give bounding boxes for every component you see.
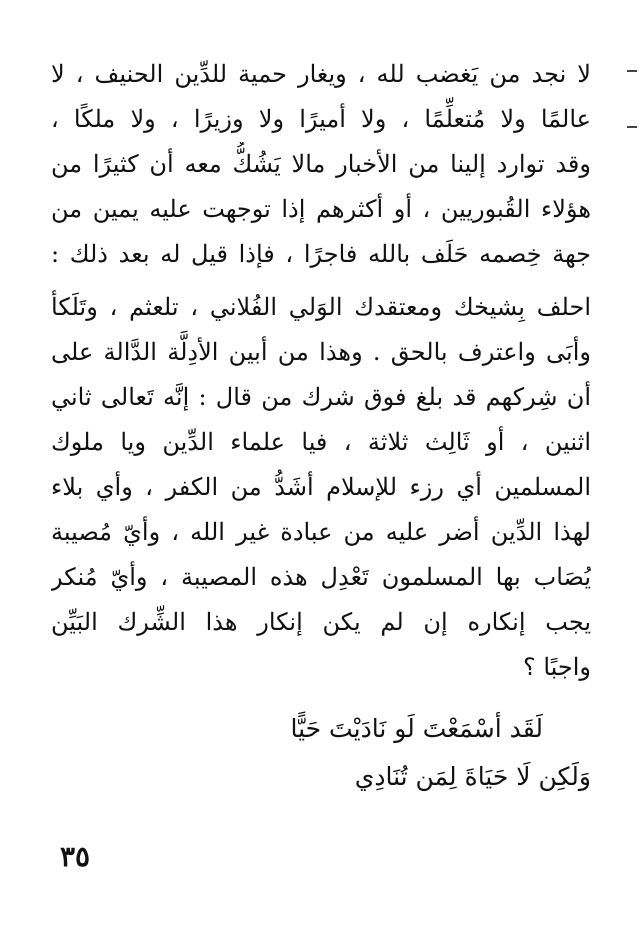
verse-line-1: لَقَد أسْمَعْتَ لَو نَادَيْتَ حَيًّا: [290, 714, 543, 743]
margin-tick: [627, 70, 637, 72]
text-line: يُصَاب بها المسلمون تَعْدِل هذه المصيبة ، وأيّ مُنكر: [51, 563, 591, 591]
text-line: وأبَى واعترف بالحق . وهذا من أبين الأدِلَّة الدَّالة على: [51, 338, 591, 366]
page-number: ٣٥: [60, 840, 91, 873]
text-line: أن شِركهم قد بلغ فوق شرك من قال : إنَّه تَعالى ثاني: [51, 383, 591, 411]
text-line: المسلمين أي رزء للإسلام أشَدُّ من الكفر ، وأي بلاء: [51, 473, 591, 501]
verse-line-2: وَلَكِن لَا حَيَاةَ لِمَن تُنَادِي: [354, 762, 591, 791]
text-line: جهة خِصمه حَلَف بالله فاجرًا ، فإذا قيل له بعد ذلك :: [51, 240, 591, 268]
text-line: لهذا الدِّين أضر عليه من عبادة غير الله ، وأيّ مُصيبة: [51, 518, 591, 546]
text-line: يجب إنكاره إن لم يكن إنكار هذا الشِّرك البَيِّن: [51, 608, 591, 636]
paragraph-1: [51, 52, 591, 277]
paragraph-2: [51, 285, 591, 690]
text-line: هؤلاء القُبوريين ، أو أكثرهم إذا توجهت عليه يمين من: [51, 195, 591, 223]
text-line: عالمًا ولا مُتعلِّمًا ، ولا أميرًا ولا وزيرًا ، ولا ملكًا ،: [51, 105, 591, 133]
margin-tick: [627, 126, 637, 128]
text-line: واجبًا ؟: [522, 653, 591, 681]
text-line: اثنين ، أو ثَالِث ثلاثة ، فيا علماء الدِّين ويا ملوك: [51, 428, 591, 456]
text-line: وقد توارد إلينا من الأخبار مالا يَشُكُّ معه أن كثيرًا من: [51, 150, 591, 178]
text-line: لا نجد من يَغضب لله ، ويغار حمية للدِّين الحنيف ، لا: [51, 60, 591, 88]
text-line: احلف بِشيخك ومعتقدك الوَلي الفُلاني ، تلعثم ، وتَلَكأ: [51, 293, 591, 321]
poetry-verse: [51, 705, 591, 801]
